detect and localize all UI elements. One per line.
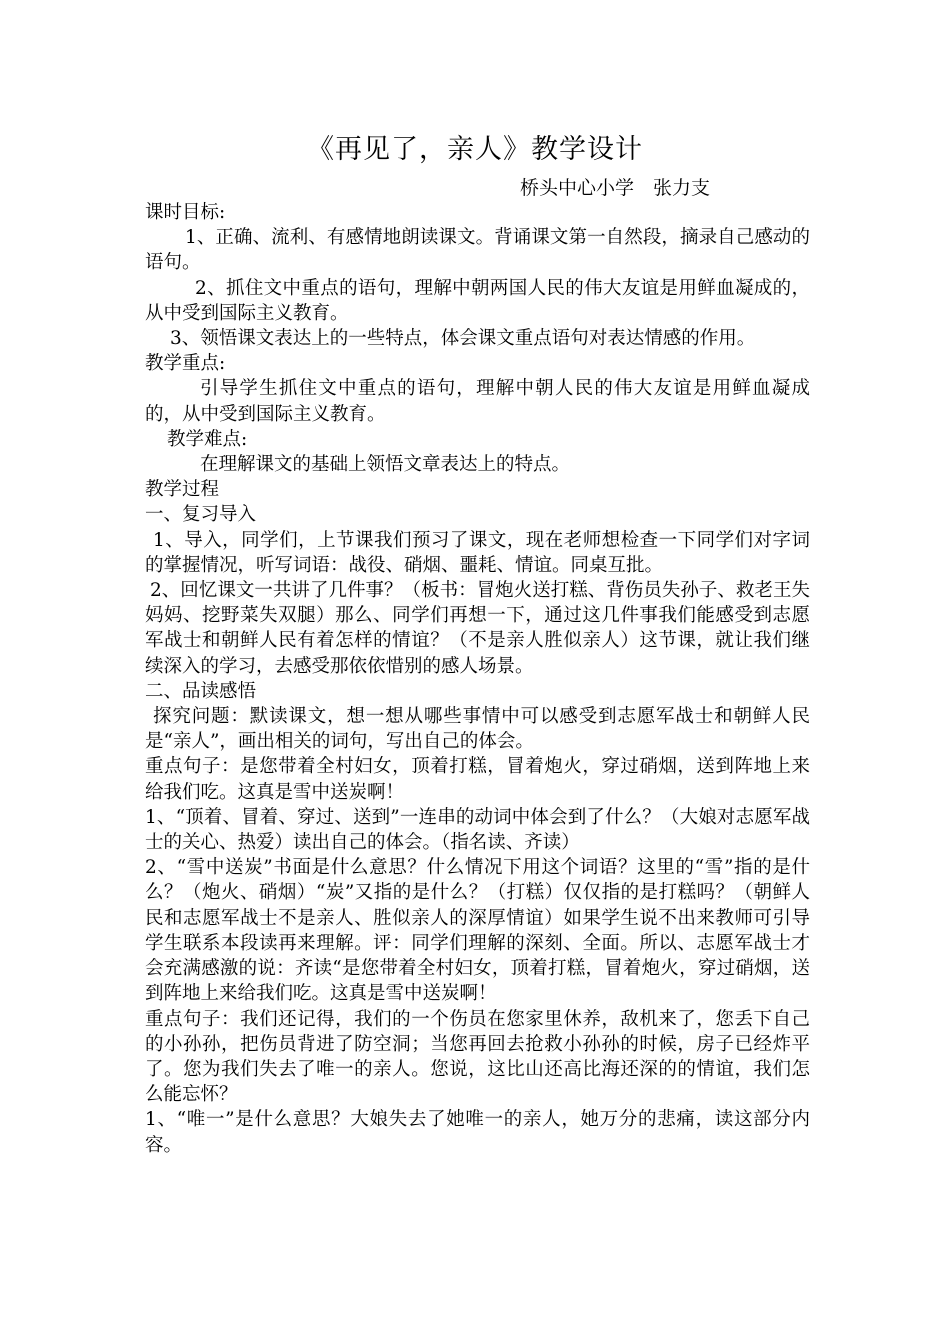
paragraph-difficulties: 在理解课文的基础上领悟文章表达上的特点。 bbox=[200, 454, 571, 476]
paragraph-key-sentence-1: 重点句子：是您带着全村妇女，顶着打糕，冒着炮火，穿过硝烟，送到阵地上来给我们吃。这真是雪中送炭啊！ bbox=[145, 756, 810, 803]
paragraph-analysis-1: 1、“顶着、冒着、穿过、送到”一连串的动词中体会到了什么？（大娘对志愿军战士的关心、热爱）读出自己的体会。（指名读、齐读） bbox=[145, 806, 810, 854]
heading-process: 教学过程 bbox=[145, 479, 220, 501]
heading-key-points: 教学重点: bbox=[145, 353, 226, 375]
document-body bbox=[145, 200, 810, 1158]
paragraph-review-1: 1、导入，同学们，上节课我们预习了课文，现在老师想检查一下同学们对字词的掌握情况，听写词语：战役、硝烟、噩耗、情谊。同桌互批。 bbox=[145, 529, 810, 576]
paragraph-objective-1: 1、正确、流利、有感情地朗读课文。背诵课文第一自然段，摘录自己感动的语句。 bbox=[145, 227, 810, 274]
paragraph-analysis-2: 2、“雪中送炭”书面是什么意思？什么情况下用这个词语？这里的“雪”指的是什么？（炮火、硝烟）“炭”又指的是什么？（打糕）仅仅指的是打糕吗？（朝鲜人民和志愿军战士不是亲人、胜似亲人的深厚情谊）如果学生说不出来教师可引导学生联系本段读再来理解。评：同学们理解的深刻、全面。所以、志愿军战士才会充满感激的说：齐读“是您带着全村妇女，顶着打糕，冒着炮火，穿过硝烟，送到阵地上来给我们吃。这真是雪中送炭啊！ bbox=[145, 857, 810, 1005]
heading-objectives: 课时目标: bbox=[145, 202, 226, 223]
paragraph-key-sentence-2: 重点句子：我们还记得，我们的一个伤员在您家里休养，敌机来了，您丢下自己的小孙孙，把伤员背进了防空洞；当您再回去抢救小孙孙的时候，房子已经炸平了。您为我们失去了唯一的亲人。您说，这比山还高比海还深的的情谊，我们怎么能忘怀？ bbox=[145, 1008, 810, 1106]
paragraph-review-2: 2、回忆课文一共讲了几件事？（板书：冒炮火送打糕、背伤员失孙子、救老王失妈妈、挖野菜失双腿）那么、同学们再想一下，通过这几件事我们能感受到志愿军战士和朝鲜人民有着怎样的情谊？（不是亲人胜似亲人）这节课，就让我们继续深入的学习，去感受那依依惜别的感人场景。 bbox=[145, 580, 810, 677]
heading-reading: 二、品读感悟 bbox=[145, 680, 257, 702]
document-title: 《再见了，亲人》教学设计 bbox=[307, 134, 643, 165]
heading-review: 一、复习导入 bbox=[145, 504, 257, 526]
paragraph-key-points: 引导学生抓住文中重点的语句，理解中朝人民的伟大友谊是用鲜血凝成的，从中受到国际主义教育。 bbox=[145, 378, 810, 425]
document-author: 桥头中心小学 张力支 bbox=[520, 177, 711, 199]
paragraph-inquiry: 探究问题：默读课文，想一想从哪些事情中可以感受到志愿军战士和朝鲜人民是“亲人”，画出相关的词句，写出自己的体会。 bbox=[145, 706, 810, 753]
heading-difficulties: 教学难点: bbox=[167, 428, 248, 450]
paragraph-objective-2: 2、抓住文中重点的语句，理解中朝两国人民的伟大友谊是用鲜血凝成的，从中受到国际主义教育。 bbox=[145, 277, 810, 324]
paragraph-objective-3: 3、领悟课文表达上的一些特点，体会课文重点语句对表达情感的作用。 bbox=[170, 328, 756, 350]
paragraph-analysis-3: 1、“唯一”是什么意思？大娘失去了她唯一的亲人，她万分的悲痛，读这部分内容。 bbox=[145, 1109, 810, 1156]
